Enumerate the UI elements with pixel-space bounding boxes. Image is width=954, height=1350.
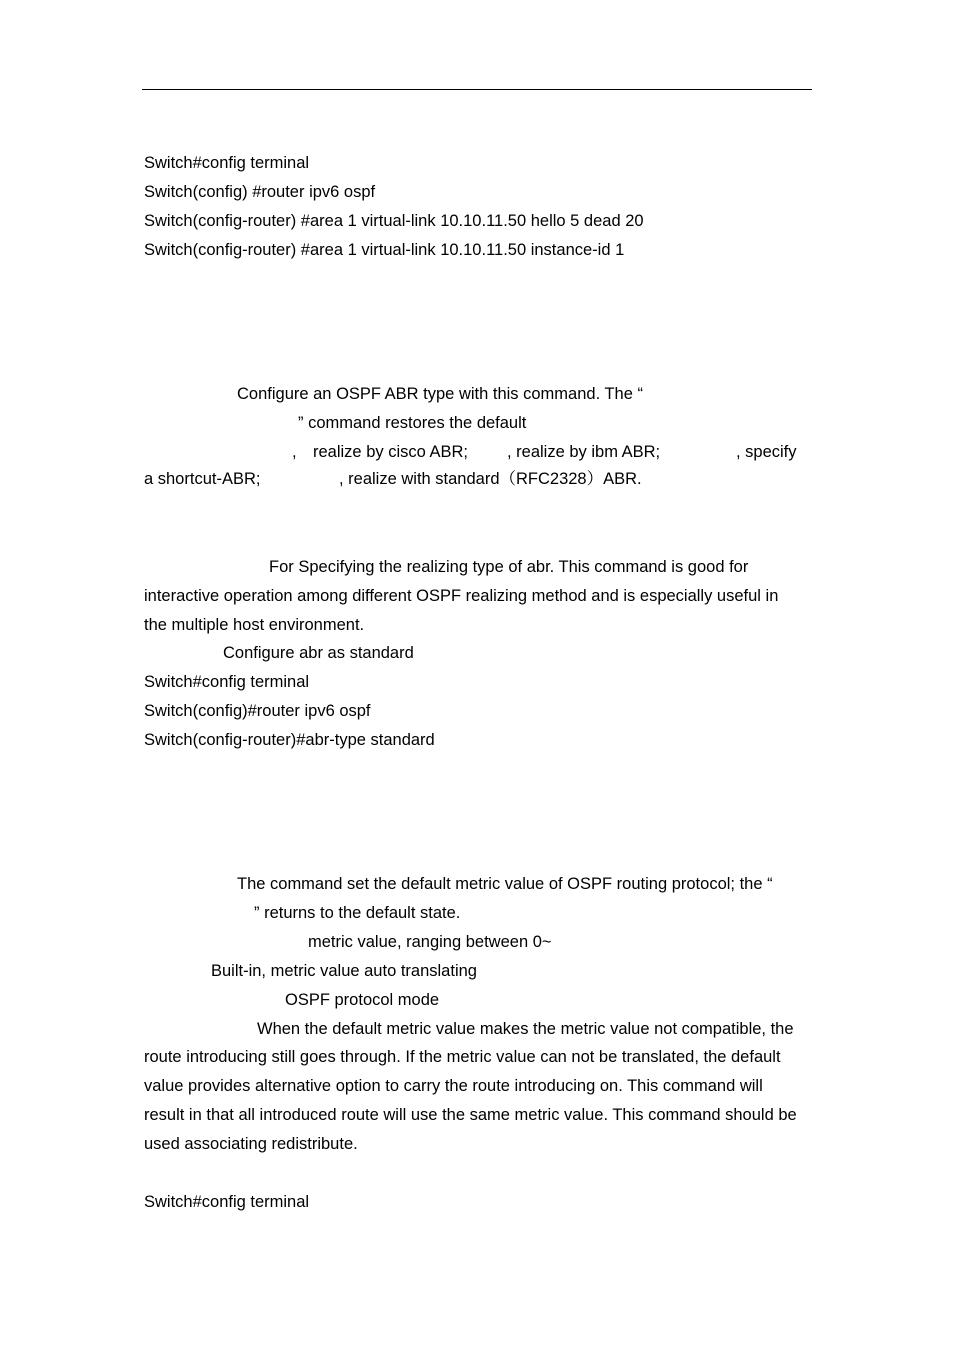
example-command-line: Switch#config terminal	[144, 154, 310, 172]
example-command-line: Switch(config-router) #area 1 virtual-link 10.10.11.50 instance-id 1	[144, 241, 625, 259]
abr-example-command: Switch(config)#router ipv6 ospf	[144, 702, 371, 720]
metric-mode-text: OSPF protocol mode	[285, 991, 440, 1009]
metric-usage-line: value provides alternative option to carry the route introducing on. This command will	[144, 1077, 763, 1095]
abr-param-standard: , realize with standard（RFC2328）ABR.	[339, 470, 642, 488]
abr-example-command: Switch(config-router)#abr-type standard	[144, 731, 435, 749]
abr-function-text-cont: ” command restores the default	[298, 414, 527, 432]
metric-usage-line: result in that all introduced route will use the same metric value. This command should be	[144, 1106, 797, 1124]
metric-usage-line: When the default metric value makes the metric value not compatible, the	[257, 1020, 794, 1038]
metric-parameter-text: metric value, ranging between 0~	[308, 933, 552, 951]
abr-param-sep: ,	[292, 443, 297, 461]
abr-example-caption: Configure abr as standard	[223, 644, 414, 662]
abr-param-specify: , specify	[736, 443, 797, 461]
header-rule	[142, 89, 812, 90]
abr-param-cisco: realize by cisco ABR;	[313, 443, 468, 461]
abr-example-command: Switch#config terminal	[144, 673, 310, 691]
abr-param-shortcut: a shortcut-ABR;	[144, 470, 261, 488]
metric-default-text: Built-in, metric value auto translating	[211, 962, 477, 980]
abr-usage-line: the multiple host environment.	[144, 616, 365, 634]
metric-function-text: The command set the default metric value of OSPF routing protocol; the “	[237, 875, 773, 893]
metric-usage-line: route introducing still goes through. If the metric value can not be translated, the default	[144, 1048, 781, 1066]
abr-usage-line: For Specifying the realizing type of abr. This command is good for	[269, 558, 749, 576]
metric-function-text-cont: ” returns to the default state.	[254, 904, 461, 922]
example-command-line: Switch(config) #router ipv6 ospf	[144, 183, 376, 201]
abr-param-ibm: , realize by ibm ABR;	[507, 443, 661, 461]
metric-usage-line: used associating redistribute.	[144, 1135, 358, 1153]
abr-usage-line: interactive operation among different OSPF realizing method and is especially useful in	[144, 587, 779, 605]
example-command-line: Switch(config-router) #area 1 virtual-link 10.10.11.50 hello 5 dead 20	[144, 212, 644, 230]
abr-function-text: Configure an OSPF ABR type with this command. The “	[237, 385, 643, 403]
metric-example-command: Switch#config terminal	[144, 1193, 310, 1211]
